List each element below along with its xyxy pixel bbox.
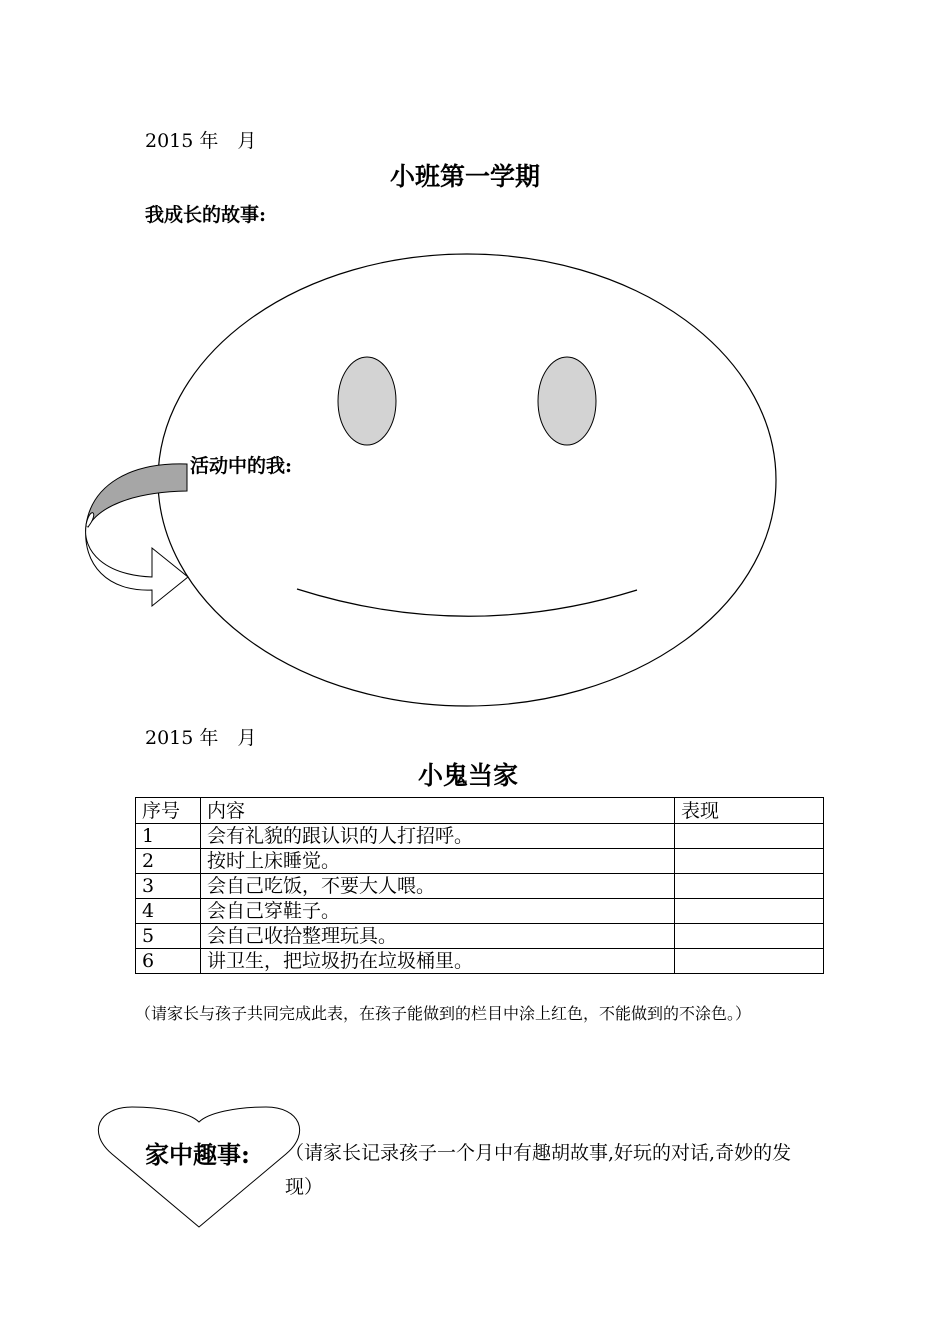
table-instructions: （请家长与孩子共同完成此表，在孩子能做到的栏目中涂上红色，不能做到的不涂色。） [135, 1004, 752, 1023]
chores-title: 小鬼当家 [418, 761, 519, 790]
chores-table [135, 797, 824, 974]
curved-arrow-top [86, 464, 187, 527]
home-stories-note: （请家长记录孩子一个月中有趣胡故事,好玩的对话,奇妙的发现） [285, 1142, 792, 1198]
row-result[interactable] [675, 924, 824, 949]
header-result: 表现 [675, 798, 824, 824]
table-row [136, 924, 824, 949]
date-line-2: 2015 年 月 [145, 727, 257, 749]
row-number: 5 [136, 924, 201, 949]
table-row [136, 949, 824, 974]
table-row [136, 899, 824, 924]
smiley-face [158, 254, 776, 706]
page-title: 小班第一学期 [390, 162, 541, 191]
table-row [136, 824, 824, 849]
row-content: 讲卫生，把垃圾扔在垃圾桶里。 [201, 949, 675, 974]
row-result[interactable] [675, 949, 824, 974]
row-content: 会自己收拾整理玩具。 [201, 924, 675, 949]
activity-label: 活动中的我: [190, 455, 293, 477]
row-content: 会有礼貌的跟认识的人打招呼。 [201, 824, 675, 849]
row-number: 4 [136, 899, 201, 924]
curved-arrow-body [86, 513, 188, 606]
row-result[interactable] [675, 899, 824, 924]
row-number: 1 [136, 824, 201, 849]
table-row [136, 874, 824, 899]
left-eye [338, 357, 396, 445]
row-content: 会自己穿鞋子。 [201, 899, 675, 924]
row-number: 6 [136, 949, 201, 974]
row-number: 3 [136, 874, 201, 899]
header-content: 内容 [201, 798, 675, 824]
table-header-row [136, 798, 824, 824]
date-line-1: 2015 年 月 [145, 130, 257, 152]
table-row [136, 849, 824, 874]
row-content: 按时上床睡觉。 [201, 849, 675, 874]
row-result[interactable] [675, 874, 824, 899]
growth-story-label: 我成长的故事: [145, 204, 267, 226]
row-result[interactable] [675, 824, 824, 849]
home-stories-label: 家中趣事: [145, 1140, 250, 1169]
row-number: 2 [136, 849, 201, 874]
header-number: 序号 [136, 798, 201, 824]
row-content: 会自己吃饭，不要大人喂。 [201, 874, 675, 899]
row-result[interactable] [675, 849, 824, 874]
smile-mouth [297, 589, 637, 616]
right-eye [538, 357, 596, 445]
